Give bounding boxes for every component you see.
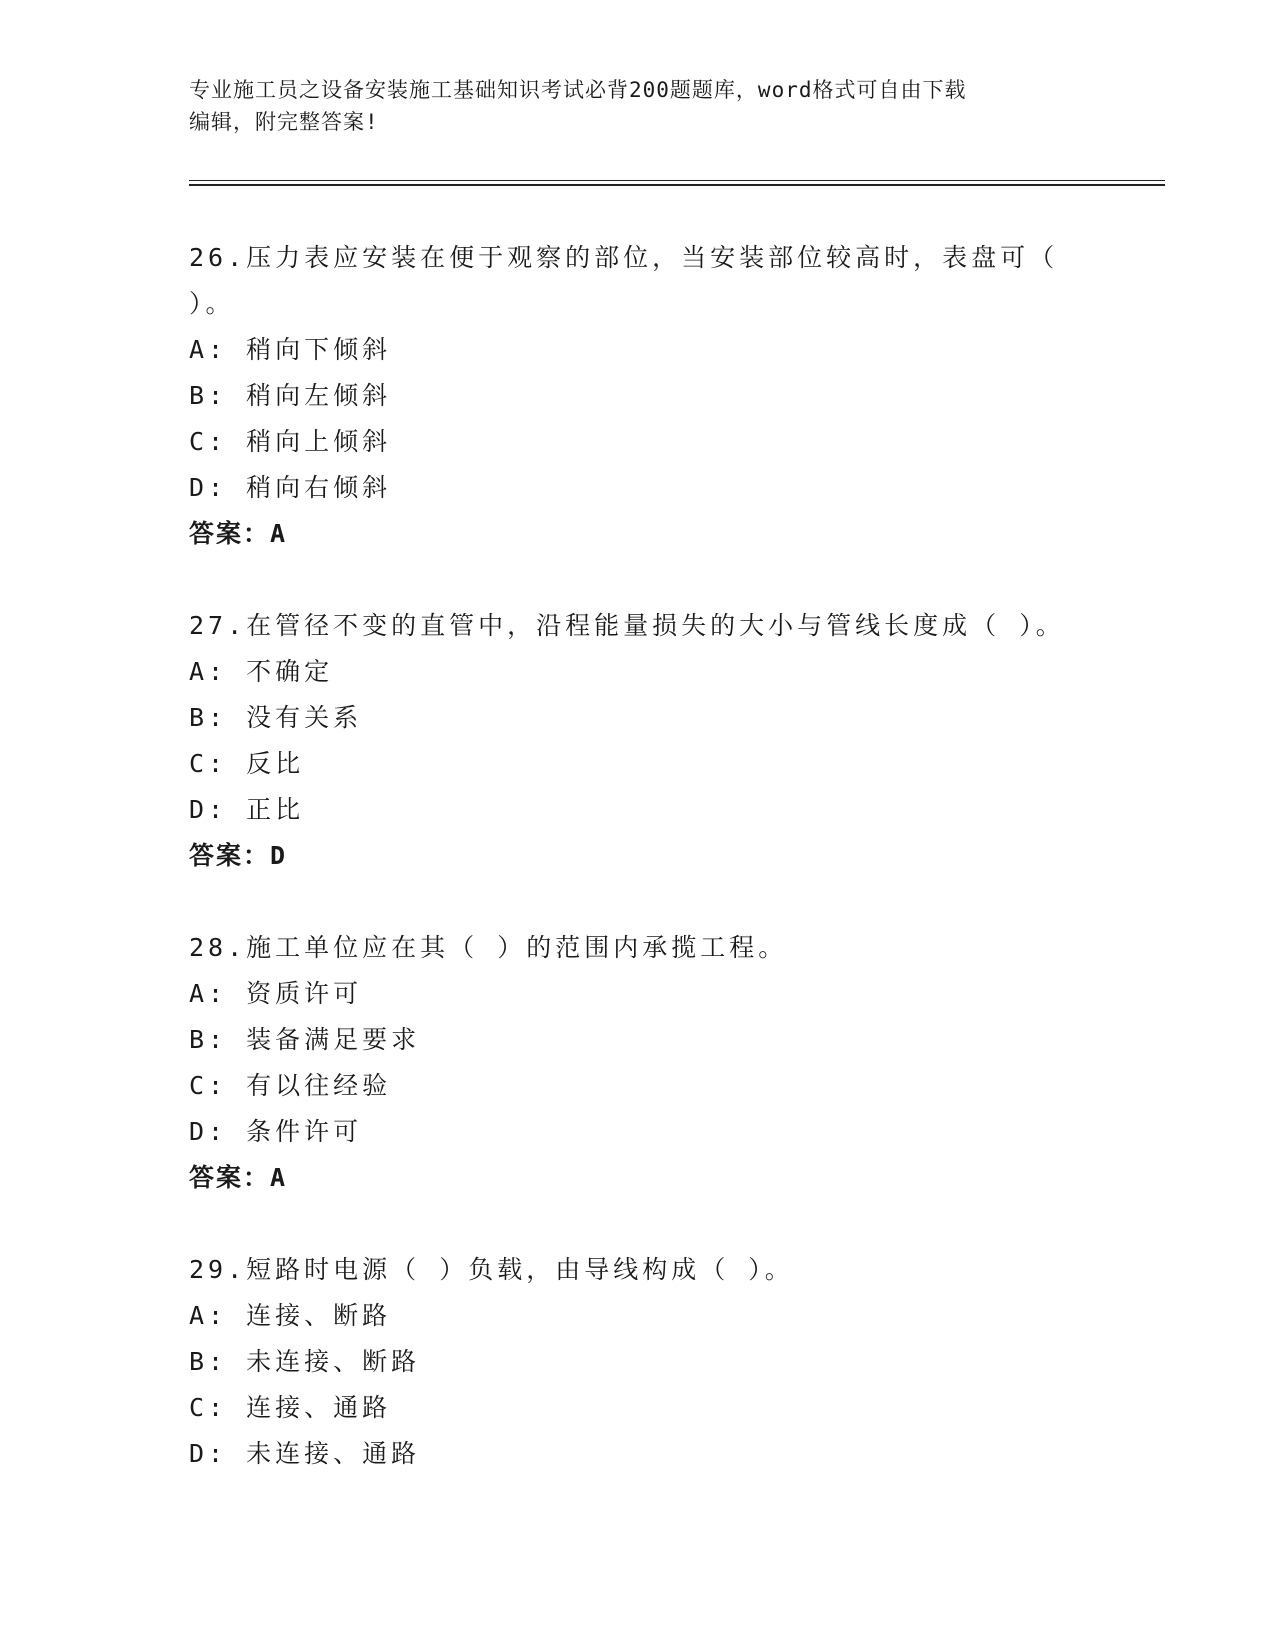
option-d: D: 正比	[189, 795, 305, 824]
header-line-2: 编辑，附完整答案!	[189, 110, 379, 134]
answer: 答案：D	[189, 841, 288, 870]
option-b: B: 未连接、断路	[189, 1347, 421, 1376]
option-d: D: 稍向右倾斜	[189, 473, 392, 502]
option-b: B: 稍向左倾斜	[189, 381, 392, 410]
question-stem-continued: ）。	[189, 289, 235, 318]
header-line-1: 专业施工员之设备安装施工基础知识考试必背200题题库，word格式可自由下载	[189, 78, 967, 102]
option-c: C: 有以往经验	[189, 1071, 392, 1100]
option-a: A: 资质许可	[189, 979, 363, 1008]
option-c: C: 连接、通路	[189, 1393, 392, 1422]
question-28	[189, 925, 1089, 1201]
option-b: B: 装备满足要求	[189, 1025, 421, 1054]
question-26	[189, 235, 1089, 557]
option-a: A: 连接、断路	[189, 1301, 392, 1330]
option-d: D: 未连接、通路	[189, 1439, 421, 1468]
answer: 答案：A	[189, 519, 288, 548]
header-divider-thin	[189, 180, 1165, 181]
question-27	[189, 603, 1089, 879]
option-c: C: 反比	[189, 749, 305, 778]
question-stem: 28.施工单位应在其（ ）的范围内承揽工程。	[189, 933, 788, 962]
answer: 答案：A	[189, 1163, 288, 1192]
header-divider-thick	[189, 184, 1165, 186]
option-a: A: 稍向下倾斜	[189, 335, 392, 364]
question-stem: 27.在管径不变的直管中，沿程能量损失的大小与管线长度成（ ）。	[189, 611, 1065, 640]
document-header	[189, 74, 1089, 138]
option-d: D: 条件许可	[189, 1117, 363, 1146]
question-stem: 29.短路时电源（ ）负载，由导线构成（ ）。	[189, 1255, 794, 1284]
question-29	[189, 1247, 1089, 1477]
option-b: B: 没有关系	[189, 703, 363, 732]
question-stem: 26.压力表应安装在便于观察的部位，当安装部位较高时，表盘可（	[189, 243, 1059, 272]
option-a: A: 不确定	[189, 657, 334, 686]
option-c: C: 稍向上倾斜	[189, 427, 392, 456]
